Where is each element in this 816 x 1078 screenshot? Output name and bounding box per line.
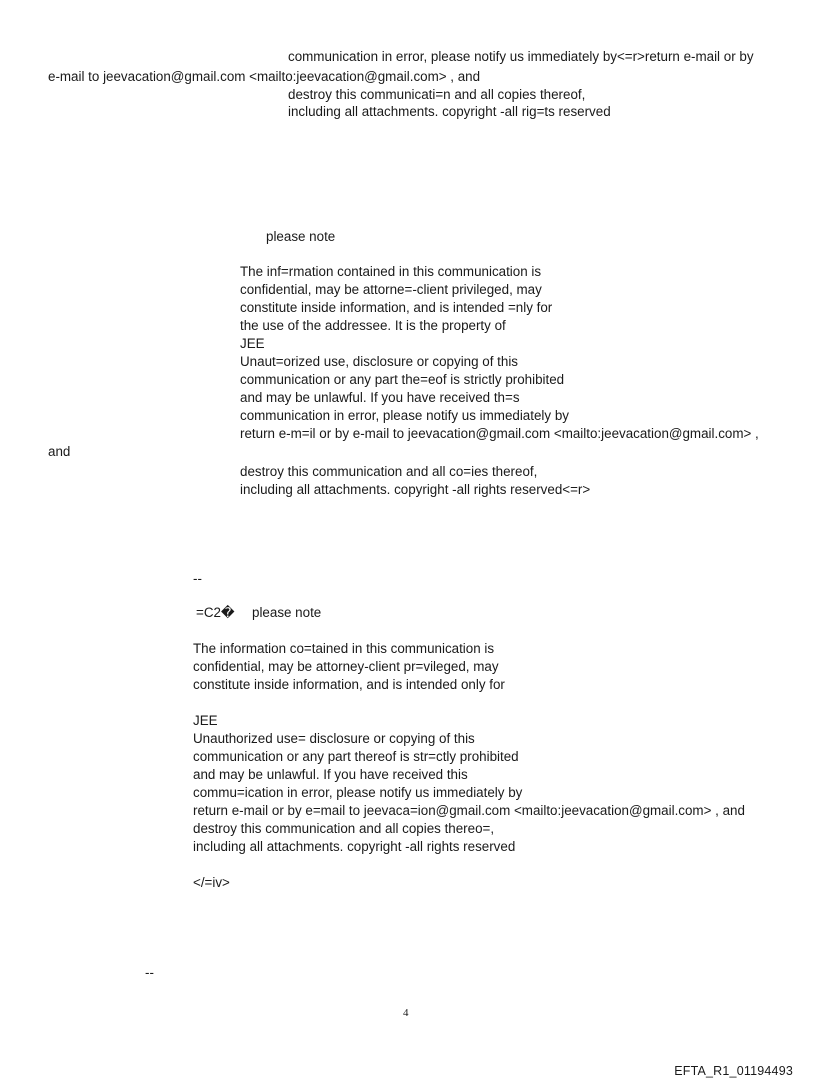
block2-line-7: communication or any part the=eof is strictly prohibited [240,372,565,387]
block3-heading-prefix: =C2� [196,605,235,620]
block1-line-2: e-mail to jeevacation@gmail.com <mailto:jeevacation@gmail.com> , and [48,69,481,84]
block3-line-4: JEE [193,713,218,728]
block3-line-5: Unauthorized use= disclosure or copying of this [193,731,475,746]
block2-line-11: and [48,444,71,459]
block3-line-9: return e-mail or by e=mail to jeevaca=ion@gmail.com <mailto:jeevacation@gmail.com> , and [193,803,745,818]
block3-line-2: confidential, may be attorney-client pr=vileged, may [193,659,499,674]
block1-line-3: destroy this communicati=n and all copies thereof, [288,87,586,102]
block3-heading: please note [252,605,322,620]
block3-line-7: and may be unlawful. If you have received this [193,767,468,782]
block2-line-5: JEE [240,336,265,351]
block2-line-6: Unaut=orized use, disclosure or copying of this [240,354,519,369]
block2-line-3: constitute inside information, and is intended =nly for [240,300,553,315]
block3-line-11: including all attachments. copyright -all rights reserved [193,839,516,854]
block3-line-8: commu=ication in error, please notify us immediately by [193,785,523,800]
block2-line-10: return e-m=il or by e-mail to jeevacation@gmail.com <mailto:jeevacation@gmail.com> , [240,426,759,441]
block2-line-4: the use of the addressee. It is the property of [240,318,506,333]
footer-separator: -- [145,965,154,980]
block3-line-1: The information co=tained in this communication is [193,641,495,656]
block2-line-1: The inf=rmation contained in this communication is [240,264,542,279]
block3-line-3: constitute inside information, and is intended only for [193,677,505,692]
block3-line-6: communication or any part thereof is str=ctly prohibited [193,749,519,764]
block1-line-4: including all attachments. copyright -all rig=ts reserved [288,104,611,119]
block2-line-9: communication in error, please notify us immediately by [240,408,569,423]
block2-line-13: including all attachments. copyright -all rights reserved<=r> [240,482,591,497]
block3-line-12: </=iv> [193,875,230,890]
document-id: EFTA_R1_01194493 [674,1063,793,1078]
block2-line-2: confidential, may be attorne=-client privileged, may [240,282,542,297]
block2-line-8: and may be unlawful. If you have received th=s [240,390,520,405]
block3-separator: -- [193,571,202,586]
page-number: 4 [403,1007,409,1019]
block3-line-10: destroy this communication and all copies thereo=, [193,821,495,836]
block2-line-12: destroy this communication and all co=ies thereof, [240,464,538,479]
block2-heading: please note [266,229,336,244]
block1-line-1: communication in error, please notify us immediately by<=r>return e-mail or by [288,49,754,64]
